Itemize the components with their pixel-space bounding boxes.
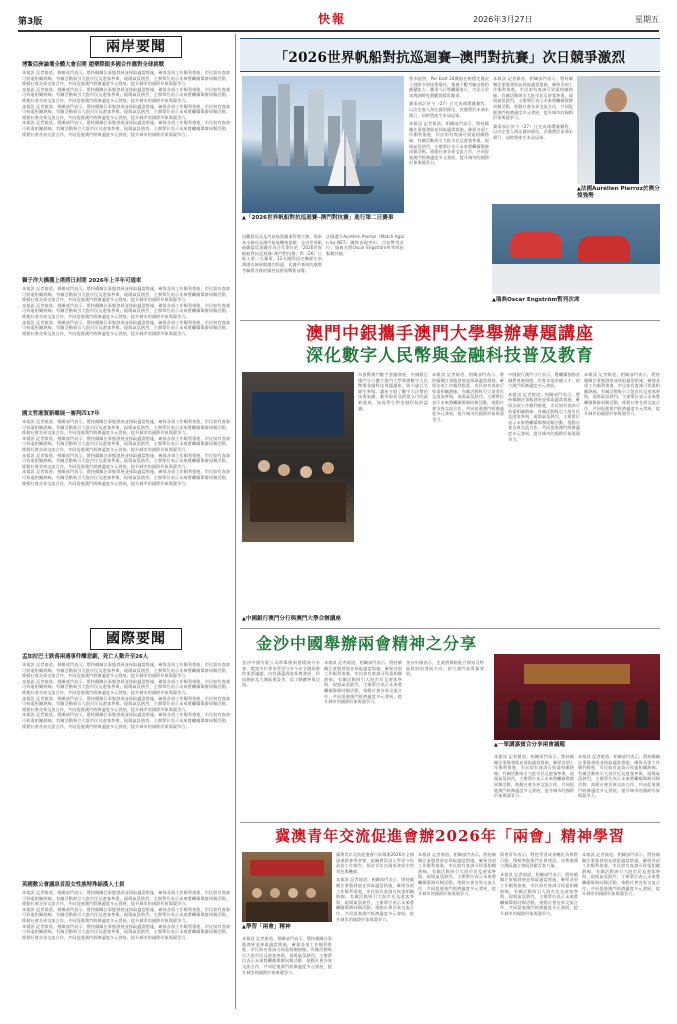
goldsand-body: 金沙中國表示，企業將積極配合國家及特區政府的發展方向，助力澳門高質量發展。 [406,660,484,677]
sailing-body: 要求提供，Par East 28賽船在較穩定風況下展開多項技術操作，強風不斷考驗各隊的應變能力。賽事今日將繼續進行，市民可於南灣湖畔免費觀賞精彩賽事。 [409,76,489,98]
article-body: 本報訊 記者報道。相關部門表示，將持續關注事態發展並採取適當措施，確保各項工作順利推進，市民如有查詢可致電相關熱線。有關活動吸引大批市民及遊客參與，現場氣氛熱烈，主辦單位表示未來將繼續舉辦同類活動，推動社會各界交流合作，共同促進澳門經濟適度多元發展，提升城市的國際形象與競爭力。 [22,662,230,679]
article-body: 本報訊 記者報道。相關部門表示，將持續關注事態發展並採取適當措施，確保各項工作順利推進，市民如有查詢可致電相關熱線。有關活動吸引大批市民及遊客參與，現場氣氛熱烈，主辦單位表示未來將繼續舉辦同類活動，推動社會各界交流合作，共同促進澳門經濟適度多元發展，提升城市的國際形象與競爭力。 [22,469,230,486]
caption-triangle-icon: ▲ [494,742,498,748]
sailing-text-col1 [242,234,322,316]
bank-text-col1 [358,372,428,542]
sailing-text-col3 [409,76,489,316]
caption-triangle-icon: ▲ [242,215,246,221]
bank-headline: 澳門中銀攜手澳門大學舉辦專題講座 [306,324,594,344]
section-rule [240,822,660,823]
article-body: 本報訊 記者報道。相關部門表示，將持續關注事態發展並採取適當措施，確保各項工作順利推進，市民如有查詢可致電相關熱線。有關活動吸引大批市民及遊客參與，現場氣氛熱烈，主辦單位表示未來將繼續舉辦同類活動，推動社會各界交流合作，共同促進澳門經濟適度多元發展，提升城市的國際形象與競爭力。 [22,70,230,87]
youth-text-col3 [500,852,578,1010]
youth-body: 本報訊 記者報道。相關部門表示，將持續關注事態發展並採取適當措施，確保各項工作順利推進，市民如有查詢可致電相關熱線。有關活動吸引大批市民及遊客參與，現場氣氛熱烈，主辦單位表示未來將繼續舉辦同類活動，推動社會各界交流合作，共同促進澳門經濟適度多元發展，提升城市的國際形象與競爭力。 [336,877,414,922]
goldsand-text-col4 [494,754,574,820]
header-rule [18,30,659,32]
article-body: 本報訊 記者報道。相關部門表示，將持續關注事態發展並採取適當措施，確保各項工作順利推進，市民如有查詢可致電相關熱線。有關活動吸引大批市民及遊客參與，現場氣氛熱烈，主辦單位表示未來將繼續舉辦同類活動，推動社會各界交流合作，共同促進澳門經濟適度多元發展，提升城市的國際形象與競爭力。 [22,103,230,120]
bank-lecture-photo [242,372,354,542]
sailing-body: 賽事預計於今（27）日完成循環賽賽程，以決定進入淘汰賽的隊伍，決賽將於本週末舉行，屆時將產生本屆冠軍。 [409,101,489,118]
article-uk [22,880,230,1010]
youth-text-col1 [336,852,414,1010]
goldsand-text-col1 [242,660,320,820]
bank-body: 本報訊 記者報道。相關部門表示，將持續關注事態發展並採取適當措施，確保各項工作順利推進，市民如有查詢可致電相關熱線。有關活動吸引大批市民及遊客參與，現場氣氛熱烈，主辦單位表示未來將繼續舉辦同類活動，推動社會各界交流合作，共同促進澳門經濟適度多元發展，提升城市的國際形象與競爭力。 [432,372,504,422]
bank-body: 為推動澳門數字金融發展，中國銀行澳門分行攜手澳門大學舉辦數字人民幣與金融科技專題講座，吸引逾百名師生參與。講座介紹了數字人民幣的技術架構、應用場景及跨境支付的最新進展，加深學生對金融科技的認識。 [358,372,428,411]
article-body: 本報訊 記者報道。相關部門表示，將持續關注事態發展並採取適當措施，確保各項工作順利推進，市民如有查詢可致電相關熱線。有關活動吸引大批市民及遊客參與，現場氣氛熱烈，主辦單位表示未來將繼續舉辦同類活動，推動社會各界交流合作，共同促進澳門經濟適度多元發展，提升城市的國際形象與競爭力。 [22,319,230,336]
sailor-portrait-1 [577,76,660,184]
goldsand-body: 本報訊 記者報道。相關部門表示，將持續關注事態發展並採取適當措施，確保各項工作順利推進，市民如有查詢可致電相關熱線。有關活動吸引大批市民及遊客參與，現場氣氛熱烈，主辦單位表示未來將繼續舉辦同類活動，推動社會各界交流合作，共同促進澳門經濟適度多元發展，提升城市的國際形象與競爭力。 [324,660,402,705]
sailor-boat-photo [492,204,660,294]
sailing-body: 由觀賞局及及丹星航海賽事管理主辦、海事本水務局及澳門航航機會協辦，並由世界帆船聯盟巡迴賽作為合作單位的「2026世界帆船對抗巡迴賽─澳門對抗賽」昨（26）日進入第二天賽事，12支國際頂尖團隊在南灣湖水域展開激烈角逐，比賽中強勁的風勢考驗著各隊的操控技術與戰術部署。 [242,234,322,273]
bank-photo-caption: ▲中國銀行澳門分行與澳門大學合辦講座 [242,616,341,622]
article-body: 本報訊 記者報道。相關部門表示，將持續關注事態發展並採取適當措施，確保各項工作順利推進，市民如有查詢可致電相關熱線。有關活動吸引大批市民及遊客參與，現場氣氛熱烈，主辦單位表示未來將繼續舉辦同類活動，推動社會各界交流合作，共同促進澳門經濟適度多元發展，提升城市的國際形象與競爭力。 [22,678,230,695]
article-body: 本報訊 記者報道。相關部門表示，將持續關注事態發展並採取適當措施，確保各項工作順利推進，市民如有查詢可致電相關熱線。有關活動吸引大批市民及遊客參與，現場氣氛熱烈，主辦單位表示未來將繼續舉辦同類活動，推動社會各界交流合作，共同促進澳門經濟適度多元發展，提升城市的國際形象與競爭力。 [22,695,230,712]
goldsand-text-col2 [324,660,402,820]
caption-triangle-icon: ▲ [577,186,581,192]
article-title: 英國數公會議泉首設女性族特殊結漢人士員 [22,882,125,888]
article-title: 獅子洋大橋獲上塔將日封閉 2026年上半年可通車 [22,278,142,284]
youth-headline: 冀澳青年交流促進會辦2026年「兩會」精神學習 [275,827,625,845]
youth-body: 與會青年表示，將把學習成果轉化為實際行動，積極參與澳門社會建設，為粵港澳大灣區融合發展貢獻青春力量。 [500,852,578,869]
caption-triangle-icon: ▲ [492,297,496,303]
youth-body: 本報訊 記者報道。相關部門表示，將持續關注事態發展並採取適當措施，確保各項工作順利推進，市民如有查詢可致電相關熱線。有關活動吸引大批市民及遊客參與，現場氣氛熱烈，主辦單位表示未來將繼續舉辦同類活動，推動社會各界交流合作，共同促進澳門經濟適度多元發展，提升城市的國際形象與競爭力。 [582,852,660,897]
article-body: 本報訊 記者報道。相關部門表示，將持續關注事態發展並採取適當措施，確保各項工作順利推進，市民如有查詢可致電相關熱線。有關活動吸引大批市民及遊客參與，現場氣氛熱烈，主辦單位表示未來將繼續舉辦同類活動，推動社會各界交流合作，共同促進澳門經濟適度多元發展，提升城市的國際形象與競爭力。 [22,712,230,729]
article-body: 本報訊 記者報道。相關部門表示，將持續關注事態發展並採取適當措施，確保各項工作順利推進，市民如有查詢可致電相關熱線。有關活動吸引大批市民及遊客參與，現場氣氛熱烈，主辦單位表示未來將繼續舉辦同類活動，推動社會各界交流合作，共同促進澳門經濟適度多元發展，提升城市的國際形象與競爭力。 [22,86,230,103]
bank-subheadline: 深化數字人民幣與金融科技普及教育 [306,346,594,366]
sailing-text-col2 [326,234,404,316]
article-body: 本報訊 記者報道。相關部門表示，將持續關注事態發展並採取適當措施，確保各項工作順利推進，市民如有查詢可致電相關熱線。有關活動吸引大批市民及遊客參與，現場氣氛熱烈，主辦單位表示未來將繼續舉辦同類活動，推動社會各界交流合作，共同促進澳門經濟適度多元發展，提升城市的國際形象與競爭力。 [22,923,230,940]
bank-body: 本報訊 記者報道。相關部門表示，將持續關注事態發展並採取適當措施，確保各項工作順利推進，市民如有查詢可致電相關熱線。有關活動吸引大批市民及遊客參與，現場氣氛熱烈，主辦單位表示未來將繼續舉辦同類活動，推動社會各界交流合作，共同促進澳門經濟適度多元發展，提升城市的國際形象與競爭力。 [584,372,660,417]
goldsand-body: 金沙中國有限公司昨舉辦兩會精神分享會，邀請多位專家學者分享今年全國兩會的重要議題，內容涵蓋國家經濟發展、科技創新及大灣區建設等，員工踴躍參與交流。 [242,660,320,688]
youth-body: 本報訊 記者報道。相關部門表示，將持續關注事態發展並採取適當措施，確保各項工作順利推進，市民如有查詢可致電相關熱線。有關活動吸引大批市民及遊客參與，現場氣氛熱烈，主辦單位表示未來將繼續舉辦同類活動，推動社會各界交流合作，共同促進澳門經濟適度多元發展，提升城市的國際形象與競爭力。 [500,871,578,916]
bank-body: 中國銀行澳門分行表示，將繼續推動金融教育進校園，培育本地金融人才，助力澳門經濟適度多元發展。 [508,372,580,389]
caption-triangle-icon: ▲ [242,616,246,622]
article-body: 本報訊 記者報道。相關部門表示，將持續關注事態發展並採取適當措施，確保各項工作順利推進，市民如有查詢可致電相關熱線。有關活動吸引大批市民及遊客參與，現場氣氛熱烈，主辦單位表示未來將繼續舉辦同類活動，推動社會各界交流合作，共同促進澳門經濟適度多元發展，提升城市的國際形象與競爭力。 [22,419,230,436]
page-number: 第3版 [18,17,43,27]
masthead-logo: 快報 [318,12,347,26]
youth-text-col4 [582,852,660,1010]
bank-text-col4 [584,372,660,542]
article-bangladesh [22,652,230,852]
section-title-cross-strait: 兩岸要聞 [90,36,182,58]
page-header [18,8,659,30]
article-title: 國文哲湘貿新雖展一審判四17年 [22,411,100,417]
article-body: 本報訊 記者報道。相關部門表示，將持續關注事態發展並採取適當措施，確保各項工作順利推進，市民如有查詢可致電相關熱線。有關活動吸引大批市民及遊客參與，現場氣氛熱烈，主辦單位表示未來將繼續舉辦同類活動，推動社會各界交流合作，共同促進澳門經濟適度多元發展，提升城市的國際形象與競爭力。 [22,302,230,319]
goldsand-text-col3 [406,660,484,820]
goldsand-photo-caption: ▲一眾講嘉賓合分享兩會議題 [494,742,565,748]
article-bridge [22,276,230,406]
youth-body: 本報訊 記者報道。相關部門表示，將持續關注事態發展並採取適當措施，確保各項工作順利推進，市民如有查詢可致電相關熱線。有關活動吸引大批市民及遊客參與，現場氣氛熱烈，主辦單位表示未來將繼續舉辦同類活動，推動社會各界交流合作，共同促進澳門經濟適度多元發展，提升城市的國際形象與競爭力。 [242,936,332,975]
sailing-text-col4 [493,76,573,200]
goldsand-headline: 金沙中國舉辦兩會精神之分享 [256,634,478,653]
youth-body: 本報訊 記者報道。相關部門表示，將持續關注事態發展並採取適當措施，確保各項工作順利推進，市民如有查詢可致電相關熱線。有關活動吸引大批市民及遊客參與，現場氣氛熱烈，主辦單位表示未來將繼續舉辦同類活動，推動社會各界交流合作，共同促進澳門經濟適度多元發展，提升城市的國際形象與競爭力。 [418,852,496,897]
bank-text-col2 [432,372,504,542]
article-title: 博鰲亞洲論壇全體大會召開 趙樂際跟多國合作應對全球挑戰 [22,62,165,68]
sailor2-caption: ▲瑞典Oscar Engström暫列次席 [492,297,580,303]
article-body: 本報訊 記者報道。相關部門表示，將持續關注事態發展並採取適當措施，確保各項工作順利推進，市民如有查詢可致電相關熱線。有關活動吸引大批市民及遊客參與，現場氣氛熱烈，主辦單位表示未來將繼續舉辦同類活動，推動社會各界交流合作，共同促進澳門經濟適度多元發展，提升城市的國際形象與競爭力。 [22,286,230,303]
youth-body: 冀澳青年交流促進會日前舉辦2026年全國兩會精神學習會，組織會員深入學習今年政府工作報告，探討青年在國家發展中的角色與機遇。 [336,852,414,874]
goldsand-body: 本報訊 記者報道。相關部門表示，將持續關注事態發展並採取適當措施，確保各項工作順利推進，市民如有查詢可致電相關熱線。有關活動吸引大批市民及遊客參與，現場氣氛熱烈，主辦單位表示未來將繼續舉辦同類活動，推動社會各界交流合作，共同促進澳門經濟適度多元發展，提升城市的國際形象與競爭力。 [494,754,574,799]
goldsand-forum-photo [494,654,660,740]
section-title-international: 國際要聞 [90,628,182,650]
caption-triangle-icon: ▲ [242,924,246,930]
section-rule [240,628,660,629]
sailing-body: 本報訊 記者報道。相關部門表示，將持續關注事態發展並採取適當措施，確保各項工作順利推進，市民如有查詢可致電相關熱線。有關活動吸引大批市民及遊客參與，現場氣氛熱烈，主辦單位表示未來將繼續舉辦同類活動，推動社會各界交流合作，共同促進澳門經濟適度多元發展，提升城市的國際形象與競爭力。 [493,76,573,121]
youth-meeting-photo [242,852,332,922]
youth-text-col2 [418,852,496,1010]
sailing-headline: 「2026世界帆船對抗巡迴賽─澳門對抗賽」次日競爭激烈 [274,50,626,66]
article-court [22,409,230,599]
article-body: 本報訊 記者報道。相關部門表示，將持續關注事態發展並採取適當措施，確保各項工作順利推進，市民如有查詢可致電相關熱線。有關活動吸引大批市民及遊客參與，現場氣氛熱烈，主辦單位表示未來將繼續舉辦同類活動，推動社會各界交流合作，共同促進澳門經濟適度多元發展，提升城市的國際形象與競爭力。 [22,435,230,452]
youth-photo-caption: ▲學習「兩會」精神 [242,924,291,930]
sailing-race-photo [242,76,404,213]
goldsand-body: 本報訊 記者報道。相關部門表示，將持續關注事態發展並採取適當措施，確保各項工作順利推進，市民如有查詢可致電相關熱線。有關活動吸引大批市民及遊客參與，現場氣氛熱烈，主辦單位表示未來將繼續舉辦同類活動，推動社會各界交流合作，共同促進澳門經濟適度多元發展，提升城市的國際形象與競爭力。 [578,754,660,799]
column-divider [235,34,236,1009]
goldsand-text-col5 [578,754,660,820]
section-rule [240,320,660,321]
sailing-headline-box [240,38,660,72]
article-body: 本報訊 記者報道。相關部門表示，將持續關注事態發展並採取適當措施，確保各項工作順利推進，市民如有查詢可致電相關熱線。有關活動吸引大批市民及遊客參與，現場氣氛熱烈，主辦單位表示未來將繼續舉辦同類活動，推動社會各界交流合作，共同促進澳門經濟適度多元發展，提升城市的國際形象與競爭力。 [22,452,230,469]
sailing-body: 賽事預計於今（27）日完成循環賽賽程，以決定進入淘汰賽的隊伍，決賽將於本週末舉行，屆時將產生本屆冠軍。 [493,123,573,140]
bank-text-col3 [508,372,580,542]
article-body: 本報訊 記者報道。相關部門表示，將持續關注事態發展並採取適當措施，確保各項工作順利推進，市民如有查詢可致電相關熱線。有關活動吸引大批市民及遊客參與，現場氣氛熱烈，主辦單位表示未來將繼續舉辦同類活動，推動社會各界交流合作，共同促進澳門經濟適度多元發展，提升城市的國際形象與競爭力。 [22,906,230,923]
sailor1-caption: ▲法國Aurélien Pierroz於澳分領強勢 [577,186,660,199]
sailing-body: 法國選手Aurélien Pierroz（Match Again by NET）團隊表現突出，目前暫列首位；瑞典名將Oscar Engström所率隊伍緊隨其後。 [326,234,404,256]
article-body: 本報訊 記者報道。相關部門表示，將持續關注事態發展並採取適當措施，確保各項工作順利推進，市民如有查詢可致電相關熱線。有關活動吸引大批市民及遊客參與，現場氣氛熱烈，主辦單位表示未來將繼續舉辦同類活動，推動社會各界交流合作，共同促進澳門經濟適度多元發展，提升城市的國際形象與競爭力。 [22,890,230,907]
weekday: 星期五 [635,15,659,24]
youth-text-col0 [242,936,332,1010]
sailing-photo-caption: ▲「2026世界帆船對抗巡迴賽─澳門對抗賽」進行第二日賽事 [242,215,394,221]
article-body: 本報訊 記者報道。相關部門表示，將持續關注事態發展並採取適當措施，確保各項工作順利推進，市民如有查詢可致電相關熱線。有關活動吸引大批市民及遊客參與，現場氣氛熱烈，主辦單位表示未來將繼續舉辦同類活動，推動社會各界交流合作，共同促進澳門經濟適度多元發展，提升城市的國際形象與競爭力。 [22,120,230,137]
bank-body: 本報訊 記者報道。相關部門表示，將持續關注事態發展並採取適當措施，確保各項工作順利推進，市民如有查詢可致電相關熱線。有關活動吸引大批市民及遊客參與，現場氣氛熱烈，主辦單位表示未來將繼續舉辦同類活動，推動社會各界交流合作，共同促進澳門經濟適度多元發展，提升城市的國際形象與競爭力。 [508,391,580,442]
article-title: 孟加拉巴士跌落兩遇事件釀悲劇，死亡人數升至26人 [22,654,149,660]
issue-date: 2026年3月27日 [473,15,533,24]
sailing-body: 本報訊 記者報道。相關部門表示，將持續關注事態發展並採取適當措施，確保各項工作順利推進，市民如有查詢可致電相關熱線。有關活動吸引大批市民及遊客參與，現場氣氛熱烈，主辦單位表示未來將繼續舉辦同類活動，推動社會各界交流合作，共同促進澳門經濟適度多元發展，提升城市的國際形象與競爭力。 [409,121,489,166]
article-boao [22,60,230,274]
